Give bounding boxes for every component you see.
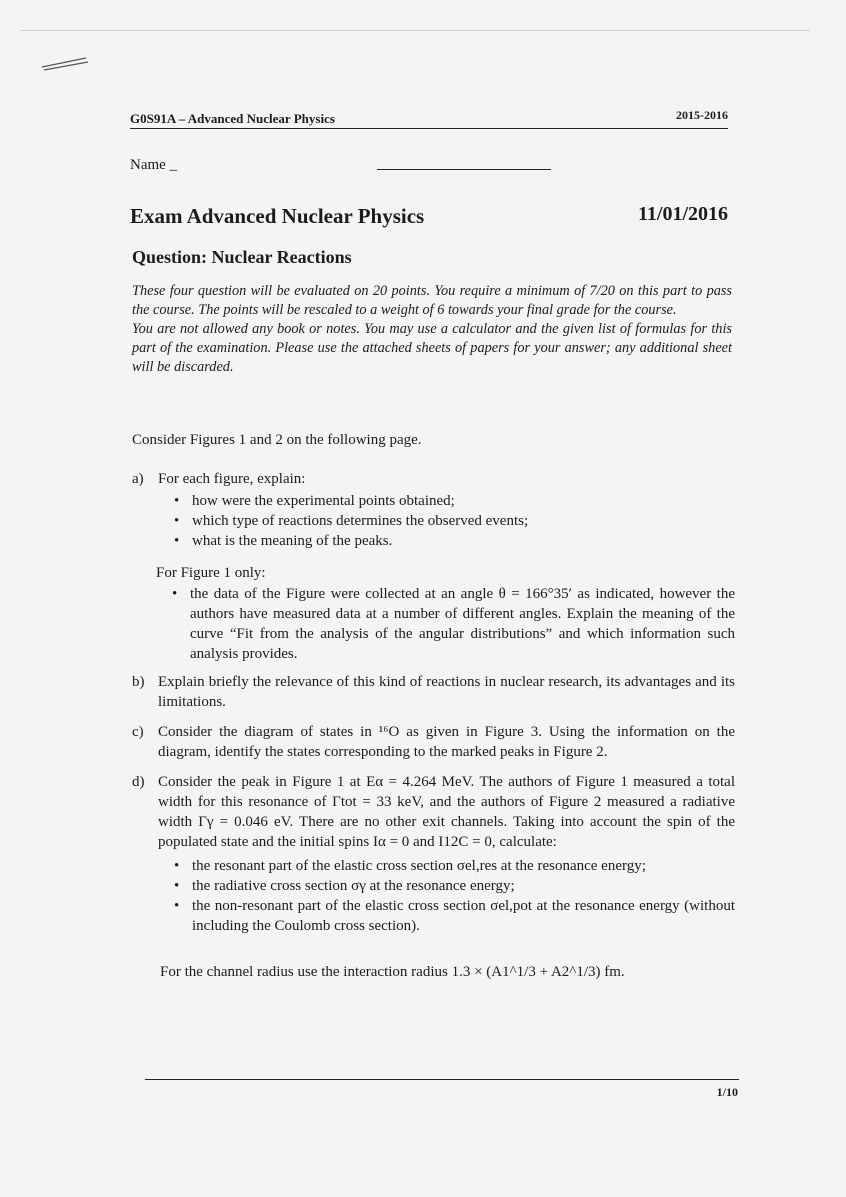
exam-date: 11/01/2016 [637,203,728,225]
part-a-letter: a) [132,471,144,487]
list-item: • the resonant part of the elastic cross section σel,res at the resonance energy; [174,856,735,876]
instructions [132,282,732,377]
pen-scribble-mark [40,55,90,71]
academic-year: 2015-2016 [676,108,728,122]
scan-edge-line [20,30,810,31]
list-item: • the data of the Figure were collected at an angle θ = 166°35′ as indicated, however the authors have measured data at a number of different angles. Explain the meaning of the curve “Fit from the analysis of the angular distributions” and which information such analysis provides. [172,584,735,664]
part-d-letter: d) [132,774,145,790]
part-a [132,469,735,551]
part-b [132,672,735,712]
name-field-line [377,169,551,170]
part-d-bullets [174,856,735,936]
part-b-text: Explain briefly the relevance of this kind of reactions in nuclear research, its advantages and its limitations. [158,674,735,710]
footer-rule [145,1079,739,1080]
part-d-text: Consider the peak in Figure 1 at Eα = 4.264 MeV. The authors of Figure 1 measured a total width for this resonance of Γtot = 33 keV, and the authors of Figure 2 measured a radiative width Γγ = 0.046 eV. There are no other exit channels. Taking into account the spin of the populated state and the initial spins Iα = 0 and I12C = 0, calculate: [158,774,735,850]
list-item: • how were the experimental points obtained; [174,491,735,511]
exam-title: Exam Advanced Nuclear Physics [130,204,425,228]
list-item: • what is the meaning of the peaks. [174,531,735,551]
name-label: Name _ [130,157,178,173]
part-a-lead: For each figure, explain: [158,471,306,487]
course-header: G0S91A – Advanced Nuclear Physics [130,111,335,126]
part-c-text: Consider the diagram of states in ¹⁶O as given in Figure 3. Using the information on the diagram, identify the states corresponding to the marked peaks in Figure 2. [158,724,735,760]
question-title: Question: Nuclear Reactions [132,247,352,267]
part-a-sub-bullets [172,584,735,664]
page-number: 1/10 [716,1085,738,1099]
list-item: • the non-resonant part of the elastic cross section σel,pot at the resonance energy (without including the Coulomb cross section). [174,896,735,936]
part-a-bullets [174,491,735,551]
part-d [132,772,735,936]
list-item: • which type of reactions determines the observed events; [174,511,735,531]
part-b-letter: b) [132,674,145,690]
instructions-grading: These four question will be evaluated on 20 points. You require a minimum of 7/20 on this part to pass the course. The points will be rescaled to a weight of 6 towards your final grade for the course. [132,283,732,318]
part-c [132,722,735,762]
header-rule [130,128,728,129]
part-c-letter: c) [132,724,144,740]
instructions-rules: You are not allowed any book or notes. You may use a calculator and the given list of formulas for this part of the examination. Please use the attached sheets of papers for your answer; any additional sheet will be discarded. [132,321,732,375]
part-a-sub-label: For Figure 1 only: [156,565,266,581]
channel-radius-note: For the channel radius use the interaction radius 1.3 × (A1^1/3 + A2^1/3) fm. [160,964,625,980]
list-item: • the radiative cross section σγ at the resonance energy; [174,876,735,896]
intro-text: Consider Figures 1 and 2 on the following page. [132,432,422,448]
